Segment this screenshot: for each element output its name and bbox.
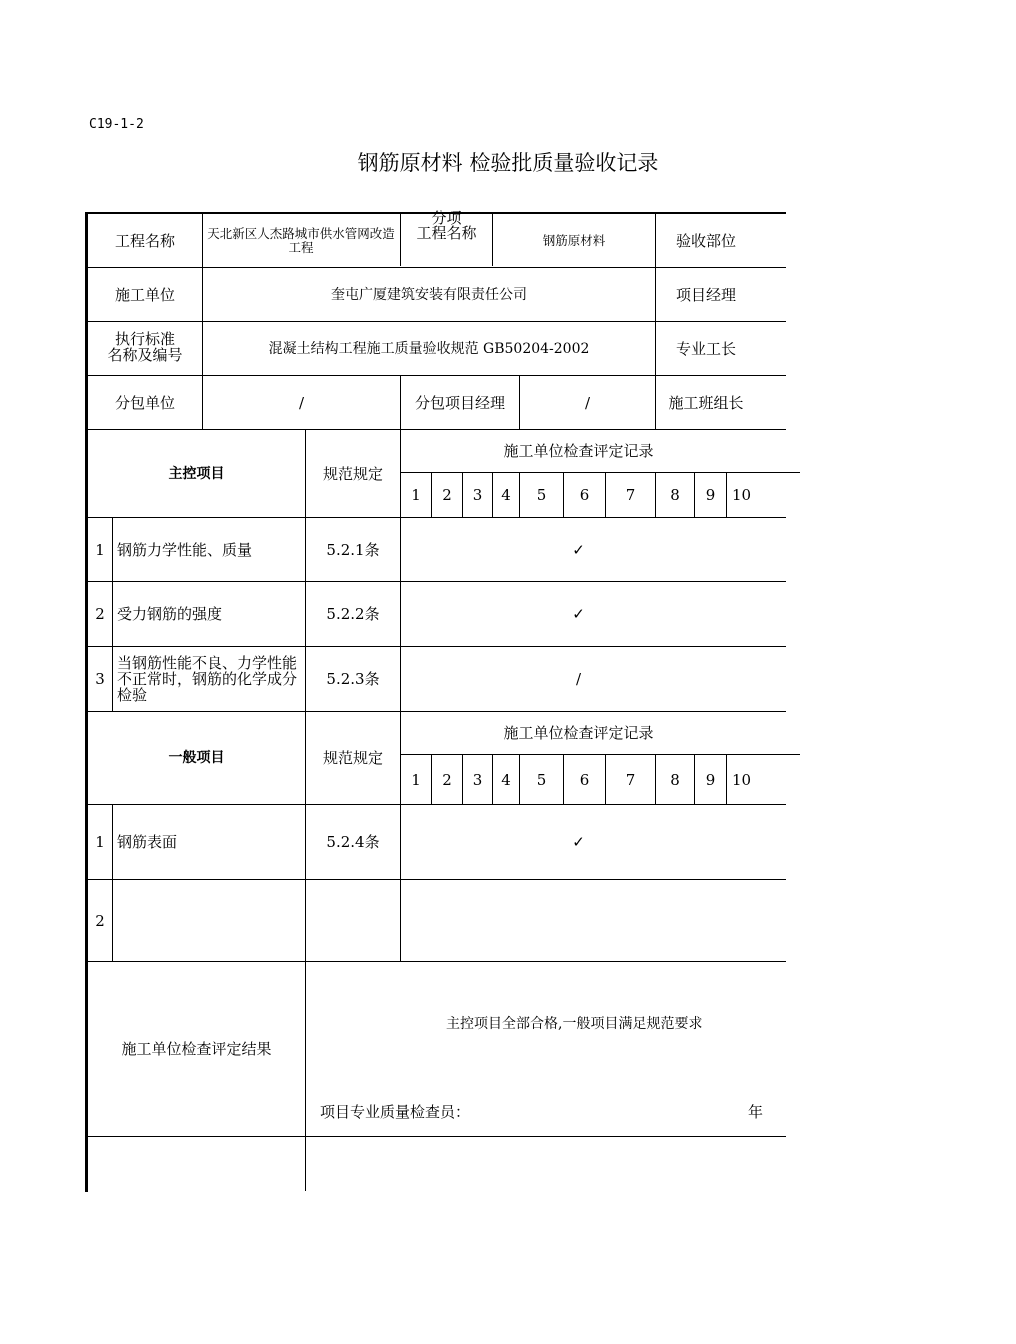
page-title: 钢筋原材料 检验批质量验收记录 bbox=[357, 151, 659, 175]
year-label: 年 bbox=[748, 1103, 764, 1121]
main-col-7: 7 bbox=[625, 486, 636, 504]
main-col-10: 10 bbox=[731, 486, 752, 504]
general-col-1: 1 bbox=[411, 770, 421, 789]
general-row-2-no: 2 bbox=[95, 911, 105, 930]
inspector-label: 项目专业质量检查员： bbox=[320, 1103, 471, 1121]
general-row-2-item bbox=[113, 880, 305, 961]
standard-value: 混凝土结构工程施工质量验收规范 GB50204-2002 bbox=[268, 340, 590, 357]
main-row-3-result: / bbox=[575, 670, 582, 688]
main-col-8: 8 bbox=[670, 486, 680, 504]
main-control-label: 主控项目 bbox=[168, 465, 225, 482]
general-col-4: 4 bbox=[501, 770, 511, 789]
general-col-9: 9 bbox=[705, 770, 716, 789]
main-col-1: 1 bbox=[411, 486, 421, 504]
main-row-1-no: 1 bbox=[95, 540, 105, 559]
general-record-label: 施工单位检查评定记录 bbox=[503, 724, 654, 742]
result-conclusion: 主控项目全部合格,一般项目满足规范要求 bbox=[446, 1016, 703, 1032]
result-label: 施工单位检查评定结果 bbox=[121, 1040, 272, 1058]
main-col-4: 4 bbox=[501, 486, 511, 504]
sub-item-label: 工程名称 bbox=[416, 224, 477, 242]
main-row-1-check-icon: ✓ bbox=[572, 540, 585, 559]
general-col-6: 6 bbox=[579, 770, 590, 789]
general-spec-label: 规范规定 bbox=[322, 749, 383, 767]
general-col-8: 8 bbox=[670, 770, 680, 789]
general-row-1-item: 钢筋表面 bbox=[117, 833, 178, 851]
project-name-value: 天北新区人杰路城市供水管网改造工程 bbox=[207, 225, 395, 255]
main-row-3-spec: 5.2.3条 bbox=[326, 670, 380, 688]
general-row-1-spec: 5.2.4条 bbox=[326, 833, 380, 851]
general-col-7: 7 bbox=[625, 770, 636, 789]
general-col-5: 5 bbox=[536, 770, 547, 789]
main-row-1-spec: 5.2.1条 bbox=[326, 540, 380, 559]
general-col-2: 2 bbox=[442, 770, 452, 789]
contractor-label: 施工单位 bbox=[114, 285, 175, 304]
general-row-2-result bbox=[401, 880, 756, 961]
general-row-1-check-icon: ✓ bbox=[572, 833, 585, 851]
form-code: C19-1-2 bbox=[89, 117, 144, 132]
main-row-2-spec: 5.2.2条 bbox=[326, 605, 380, 623]
subcontractor-label: 分包单位 bbox=[114, 393, 175, 412]
sub-item-value: 钢筋原材料 bbox=[542, 232, 606, 248]
contractor-value: 奎屯广厦建筑安装有限责任公司 bbox=[331, 286, 527, 303]
acceptance-part-label: 验收部位 bbox=[675, 231, 736, 250]
main-col-3: 3 bbox=[472, 486, 483, 504]
main-row-2-check-icon: ✓ bbox=[572, 605, 585, 623]
subcontractor-value: / bbox=[298, 393, 305, 412]
main-row-3-no: 3 bbox=[95, 670, 105, 688]
standard-label-line1: 执行标准 bbox=[114, 330, 175, 348]
sub-manager-value: / bbox=[584, 393, 591, 412]
project-manager-label: 项目经理 bbox=[675, 285, 736, 304]
main-row-2-no: 2 bbox=[95, 605, 105, 623]
main-row-2-item: 受力钢筋的强度 bbox=[117, 605, 223, 623]
foreman-label: 专业工长 bbox=[675, 339, 736, 358]
main-row-1-item: 钢筋力学性能、质量 bbox=[117, 540, 253, 559]
general-label: 一般项目 bbox=[168, 750, 225, 766]
main-col-6: 6 bbox=[579, 486, 590, 504]
general-row-2-spec bbox=[306, 880, 400, 961]
team-leader-label: 施工班组长 bbox=[668, 393, 744, 412]
sub-item-label-top: 分项 bbox=[431, 209, 462, 227]
main-col-9: 9 bbox=[705, 486, 716, 504]
general-col-3: 3 bbox=[472, 770, 483, 789]
main-record-label: 施工单位检查评定记录 bbox=[503, 442, 654, 460]
project-name-label: 工程名称 bbox=[114, 231, 175, 250]
main-col-5: 5 bbox=[536, 486, 547, 504]
sub-manager-label: 分包项目经理 bbox=[414, 393, 505, 412]
main-spec-label: 规范规定 bbox=[322, 464, 383, 483]
general-row-1-no: 1 bbox=[95, 833, 105, 851]
main-col-2: 2 bbox=[442, 486, 452, 504]
standard-label-line2: 名称及编号 bbox=[107, 346, 183, 364]
general-col-10: 10 bbox=[731, 770, 752, 789]
main-row-3-item: 当钢筋性能不良、力学性能不正常时，钢筋的化学成分检验 bbox=[117, 654, 298, 704]
